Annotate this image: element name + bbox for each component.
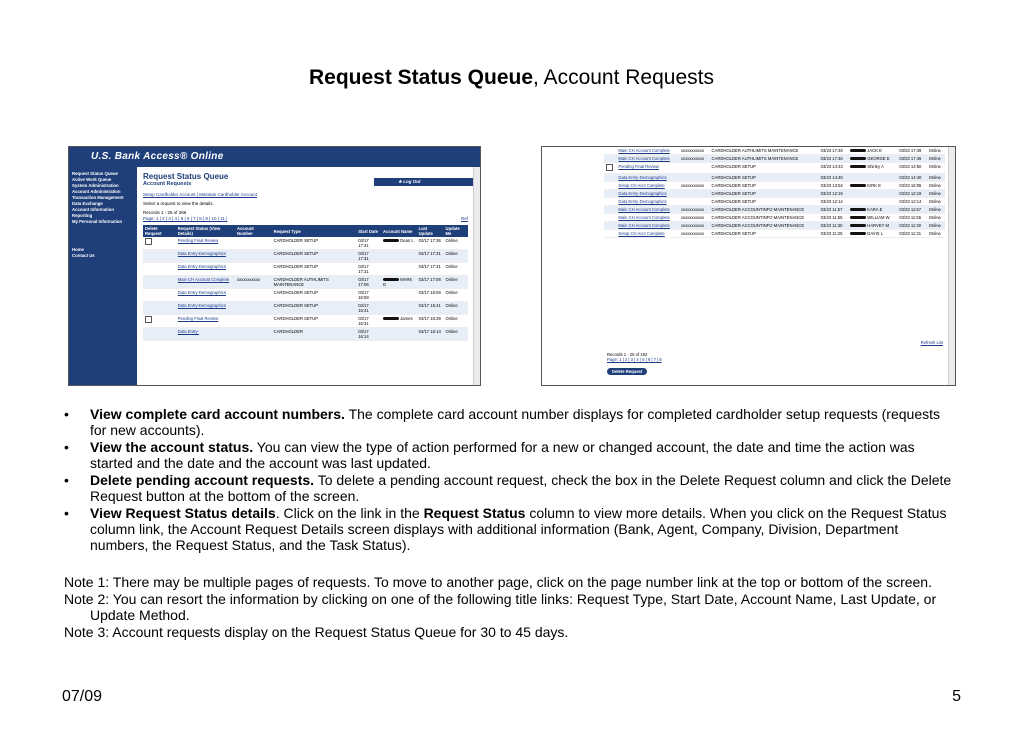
request-status-link[interactable]: Data Entry-Demographics bbox=[176, 263, 235, 276]
update-method: Online bbox=[444, 289, 468, 302]
request-type: CARDHOLDER SETUP bbox=[272, 237, 357, 250]
request-status-link[interactable]: Data Entry-Demographics bbox=[616, 174, 679, 182]
logout-label: Log Out bbox=[403, 179, 421, 184]
request-status-link[interactable]: Pending Final Review bbox=[176, 237, 235, 250]
request-type: CARDHOLDER SETUP bbox=[710, 198, 819, 206]
account-name: Shirley A bbox=[848, 163, 897, 174]
sidebar-item[interactable]: Account Information bbox=[72, 207, 115, 212]
account-number bbox=[679, 147, 710, 155]
sidebar-item[interactable]: Data Exchange bbox=[72, 201, 103, 206]
request-type: CARDHOLDER ACCOUNTINFO MAINTENANCE bbox=[710, 222, 819, 230]
account-number bbox=[235, 302, 272, 315]
delete-cell bbox=[604, 174, 616, 182]
masked-account: xxxxxxxxxxx bbox=[681, 183, 705, 188]
main-content bbox=[137, 167, 474, 385]
account-name: KARA E bbox=[848, 206, 897, 214]
masked-account: xxxxxxxxxxx bbox=[237, 277, 261, 282]
last-update: 03/23 12:14 bbox=[897, 198, 927, 206]
last-update: 03/23 14:40 bbox=[897, 174, 927, 182]
page-heading: Request Status Queue bbox=[143, 172, 229, 181]
request-type: CARDHOLDER SETUP bbox=[710, 182, 819, 190]
last-update: 03/23 11:57 bbox=[897, 206, 927, 214]
last-update: 03/17 16:59 bbox=[417, 289, 444, 302]
update-method: Online bbox=[444, 276, 468, 289]
table-row bbox=[604, 190, 945, 198]
column-header[interactable]: Update Me bbox=[444, 225, 468, 237]
page-number: 5 bbox=[952, 688, 961, 705]
last-update: 03/23 11:31 bbox=[897, 230, 927, 238]
account-name: DAVIS L bbox=[848, 230, 897, 238]
table-row bbox=[604, 147, 945, 155]
request-status-link[interactable]: Main CH Account Complete bbox=[616, 214, 679, 222]
pager bbox=[143, 216, 468, 222]
start-date: 03/17 16:41 bbox=[356, 302, 381, 315]
table-footer bbox=[607, 352, 662, 375]
account-number bbox=[235, 263, 272, 276]
records-count-bottom: Records 1 - 25 of 192 bbox=[607, 352, 648, 357]
update-method: Online bbox=[927, 174, 945, 182]
feature-bullets bbox=[62, 406, 952, 554]
account-number bbox=[235, 328, 272, 341]
sidebar-nav bbox=[69, 167, 137, 385]
setup-maintain-links[interactable]: Setup Cardholder Account | Maintain Cardholder Account bbox=[143, 192, 257, 197]
account-name bbox=[381, 289, 417, 302]
brand-header: U.S. Bank Access® Online bbox=[69, 147, 480, 167]
account-name bbox=[848, 174, 897, 182]
account-number bbox=[679, 190, 710, 198]
delete-cell bbox=[604, 182, 616, 190]
update-method: Online bbox=[927, 198, 945, 206]
last-update: 03/23 16:05 bbox=[897, 182, 927, 190]
delete-cell bbox=[143, 237, 176, 250]
start-date: 03/17 17:31 bbox=[356, 237, 381, 250]
request-status-link[interactable]: Data Entry-Demographics bbox=[616, 190, 679, 198]
account-number bbox=[679, 174, 710, 182]
delete-cell bbox=[604, 206, 616, 214]
request-status-link[interactable]: Pending Final Review bbox=[616, 163, 679, 174]
account-number bbox=[235, 315, 272, 328]
bullet-item bbox=[62, 439, 952, 471]
last-update: 03/23 17:46 bbox=[897, 155, 927, 163]
request-type: CARDHOLDER SETUP bbox=[272, 315, 357, 328]
table-row bbox=[143, 263, 468, 276]
start-date: 03/17 16:59 bbox=[356, 289, 381, 302]
account-name bbox=[381, 250, 417, 263]
column-header[interactable]: Start Date bbox=[356, 225, 381, 237]
redaction-mark bbox=[383, 278, 399, 281]
account-name: JACK E bbox=[848, 147, 897, 155]
records-count: Records 1 - 25 of 286 bbox=[143, 210, 187, 215]
account-name: MARK D bbox=[381, 276, 417, 289]
update-method: Online bbox=[927, 206, 945, 214]
title-rest: , Account Requests bbox=[533, 66, 714, 89]
last-update: 03/17 16:14 bbox=[417, 328, 444, 341]
last-update: 03/17 17:31 bbox=[417, 250, 444, 263]
update-method: Online bbox=[444, 237, 468, 250]
request-status-link[interactable]: Setup CH Acct Complete bbox=[616, 182, 679, 190]
table-row bbox=[604, 163, 945, 174]
start-date: 03/23 11:30 bbox=[819, 222, 849, 230]
column-header[interactable]: Account Number bbox=[235, 225, 272, 237]
sidebar-item[interactable]: System Administration bbox=[72, 183, 119, 188]
logout-button[interactable]: ★ Log Out bbox=[374, 178, 474, 186]
update-method: Online bbox=[444, 263, 468, 276]
request-status-link[interactable]: Data Entry-Demographics bbox=[176, 302, 235, 315]
account-name: KIRK E bbox=[848, 182, 897, 190]
start-date: 03/17 17:31 bbox=[356, 263, 381, 276]
last-update: 03/23 14:50 bbox=[897, 163, 927, 174]
sidebar-item[interactable]: Reporting bbox=[72, 213, 93, 218]
last-update: 03/23 11:55 bbox=[897, 214, 927, 222]
request-status-link[interactable]: Main CH Account Complete bbox=[616, 147, 679, 155]
last-update: 03/23 11:30 bbox=[897, 222, 927, 230]
account-number bbox=[679, 155, 710, 163]
request-type: CARDHOLDER AUTHLIMITS MAINTENANCE bbox=[272, 276, 357, 289]
delete-cell bbox=[604, 230, 616, 238]
start-date: 03/17 17:06 bbox=[356, 276, 381, 289]
update-method: Online bbox=[927, 163, 945, 174]
start-date: 03/23 12:14 bbox=[819, 198, 849, 206]
masked-account: xxxxxxxxxxx bbox=[681, 215, 705, 220]
scrollbar[interactable] bbox=[473, 167, 480, 385]
sidebar-item[interactable]: Transaction Management bbox=[72, 195, 124, 200]
account-name: Dean L bbox=[381, 237, 417, 250]
table-row bbox=[604, 206, 945, 214]
account-number bbox=[235, 276, 272, 289]
sidebar-item[interactable]: Contact Us bbox=[72, 253, 95, 258]
screenshot-request-queue-top bbox=[68, 146, 481, 386]
column-header[interactable]: Account Name bbox=[381, 225, 417, 237]
delete-cell bbox=[604, 190, 616, 198]
request-status-link[interactable]: Main CH Account Complete bbox=[616, 155, 679, 163]
account-number bbox=[679, 214, 710, 222]
bullet-item bbox=[62, 505, 952, 553]
update-method: Online bbox=[927, 147, 945, 155]
account-name: WILLIAM W bbox=[848, 214, 897, 222]
sidebar-item[interactable]: Account Administration bbox=[72, 189, 121, 194]
table-row bbox=[143, 315, 468, 328]
request-table bbox=[143, 225, 468, 341]
scrollbar-bottom[interactable] bbox=[948, 147, 955, 385]
delete-cell bbox=[604, 198, 616, 206]
delete-checkbox[interactable] bbox=[606, 164, 613, 171]
account-name bbox=[381, 302, 417, 315]
request-status-link[interactable]: Setup CH Acct Complete bbox=[616, 230, 679, 238]
account-number bbox=[679, 222, 710, 230]
refresh-link[interactable]: Ref bbox=[460, 216, 468, 221]
account-number bbox=[679, 206, 710, 214]
account-name: GEORGE E bbox=[848, 155, 897, 163]
page-subheading: Account Requests bbox=[143, 181, 192, 187]
slide-title bbox=[0, 66, 1023, 90]
column-header[interactable]: Request Status (View Details) bbox=[176, 225, 235, 237]
table-row bbox=[143, 328, 468, 341]
bullet-item bbox=[62, 472, 952, 504]
start-date: 03/23 17:49 bbox=[819, 147, 849, 155]
table-row bbox=[604, 214, 945, 222]
delete-request-button[interactable]: Delete Request bbox=[607, 368, 647, 375]
update-method: Online bbox=[444, 250, 468, 263]
request-status-link[interactable]: Data Entry- bbox=[176, 328, 235, 341]
bullet-inline-bold: Request Status bbox=[423, 505, 526, 521]
redaction-mark bbox=[850, 184, 866, 187]
update-method: Online bbox=[927, 214, 945, 222]
last-update: 03/17 17:31 bbox=[417, 263, 444, 276]
account-name bbox=[381, 263, 417, 276]
update-method: Online bbox=[927, 155, 945, 163]
masked-account: xxxxxxxxxxx bbox=[681, 231, 705, 236]
update-method: Online bbox=[444, 328, 468, 341]
last-update: 03/17 16:39 bbox=[417, 315, 444, 328]
delete-cell bbox=[604, 214, 616, 222]
account-number bbox=[235, 289, 272, 302]
table-row bbox=[604, 198, 945, 206]
redaction-mark bbox=[850, 208, 866, 211]
screenshot-request-queue-bottom bbox=[541, 146, 956, 386]
table-row bbox=[604, 230, 945, 238]
account-number bbox=[679, 230, 710, 238]
masked-account: xxxxxxxxxxx bbox=[681, 207, 705, 212]
start-date: 03/23 11:55 bbox=[819, 214, 849, 222]
request-type: CARDHOLDER ACCOUNTINFO MAINTENANCE bbox=[710, 206, 819, 214]
delete-cell bbox=[143, 250, 176, 263]
start-date: 03/23 13:54 bbox=[819, 182, 849, 190]
request-status-link[interactable]: Main CH Account Complete bbox=[176, 276, 235, 289]
account-name: HARVEY M bbox=[848, 222, 897, 230]
delete-checkbox[interactable] bbox=[145, 316, 152, 323]
request-type: CARDHOLDER AUTHLIMITS MAINTENANCE bbox=[710, 147, 819, 155]
request-type: CARDHOLDER SETUP bbox=[272, 302, 357, 315]
start-date: 03/23 11:57 bbox=[819, 206, 849, 214]
update-method: Online bbox=[927, 222, 945, 230]
request-type: CARDHOLDER SETUP bbox=[272, 250, 357, 263]
table-row bbox=[604, 222, 945, 230]
update-method: Online bbox=[444, 302, 468, 315]
request-type: CARDHOLDER SETUP bbox=[710, 190, 819, 198]
redaction-mark bbox=[850, 157, 866, 160]
sidebar-item[interactable]: My Personal Information bbox=[72, 219, 123, 224]
bullet-text: You can view the type of action performed for a new or changed account, the date and time the action was started and the date and the account was last updated. bbox=[90, 439, 915, 471]
request-status-link[interactable]: Main CH Account Complete bbox=[616, 206, 679, 214]
update-method: Online bbox=[927, 190, 945, 198]
start-date: 03/23 12:19 bbox=[819, 190, 849, 198]
update-method: Online bbox=[927, 230, 945, 238]
page-links[interactable]: Page: 1 | 2 | 3 | 4 | 5 | 6 | 7 | 8 | 9 | 10 | 11 | bbox=[143, 216, 228, 221]
page-links-bottom[interactable]: Page: 1 | 2 | 3 | 4 | 5 | 6 | 7 | 8 bbox=[607, 357, 662, 362]
title-bold: Request Status Queue bbox=[308, 66, 534, 89]
delete-cell bbox=[604, 147, 616, 155]
account-name bbox=[381, 328, 417, 341]
start-date: 03/17 17:31 bbox=[356, 250, 381, 263]
bullet-heading: View complete card account numbers. bbox=[90, 406, 345, 422]
bullet-item bbox=[62, 406, 952, 438]
last-update: 03/17 17:06 bbox=[417, 276, 444, 289]
masked-account: xxxxxxxxxxx bbox=[681, 148, 705, 153]
redaction-mark bbox=[850, 224, 866, 227]
last-update: 03/23 17:49 bbox=[897, 147, 927, 155]
bullet-text: . Click on the link in the bbox=[275, 505, 424, 521]
request-type: CARDHOLDER SETUP bbox=[272, 263, 357, 276]
account-number bbox=[679, 163, 710, 174]
redaction-mark bbox=[850, 232, 866, 235]
bullet-heading: View the account status. bbox=[90, 439, 254, 455]
update-method: Online bbox=[444, 315, 468, 328]
redaction-mark bbox=[850, 216, 866, 219]
delete-cell bbox=[143, 276, 176, 289]
request-type: CARDHOLDER SETUP bbox=[710, 163, 819, 174]
account-name bbox=[848, 190, 897, 198]
last-update: 03/17 16:41 bbox=[417, 302, 444, 315]
note-2: Note 2: You can resort the information by clicking on one of the following title links: Request Type, Start Date, Account Name, Last Update, or Update Method. bbox=[64, 591, 937, 623]
delete-cell bbox=[604, 155, 616, 163]
start-date: 03/23 11:25 bbox=[819, 230, 849, 238]
refresh-list-link[interactable]: Refresh List bbox=[920, 340, 943, 345]
table-row bbox=[143, 237, 468, 250]
last-update: 03/23 12:19 bbox=[897, 190, 927, 198]
column-header[interactable]: Request Type bbox=[272, 225, 357, 237]
start-date: 03/23 14:40 bbox=[819, 174, 849, 182]
sidebar-item[interactable]: Home bbox=[72, 247, 84, 252]
sidebar-item[interactable]: Active Work Queue bbox=[72, 177, 112, 182]
start-date: 03/17 16:14 bbox=[356, 328, 381, 341]
update-method: Online bbox=[927, 182, 945, 190]
redaction-mark bbox=[850, 165, 866, 168]
footer-date: 07/09 bbox=[62, 688, 103, 705]
bullet-text: column to view more details. When you click on the Request Status column link, the Account Request Details screen displays with additional information (Bank, Agent, Company, Division, Department numbers, the Request Status, and the Task Status). bbox=[90, 505, 947, 553]
delete-checkbox[interactable] bbox=[145, 238, 152, 245]
instructions: Select a request to view the details. bbox=[143, 201, 214, 206]
last-update: 03/17 17:36 bbox=[417, 237, 444, 250]
main-content-bottom bbox=[604, 147, 945, 385]
request-type: CARDHOLDER AUTHLIMITS MAINTENANCE bbox=[710, 155, 819, 163]
table-row bbox=[143, 250, 468, 263]
bullet-text: The complete card account number displays for completed cardholder setup requests (requests for new accounts). bbox=[90, 406, 940, 438]
note-1: Note 1: There may be multiple pages of requests. To move to another page, click on the page number link at the top or bottom of the screen. bbox=[64, 574, 932, 590]
sidebar-item[interactable]: Request Status Queue bbox=[72, 171, 118, 176]
table-row bbox=[143, 289, 468, 302]
start-date: 03/23 17:46 bbox=[819, 155, 849, 163]
delete-cell bbox=[604, 163, 616, 174]
redaction-mark bbox=[383, 239, 399, 242]
table-row bbox=[604, 155, 945, 163]
account-number bbox=[235, 250, 272, 263]
delete-cell bbox=[143, 302, 176, 315]
request-type: CARDHOLDER SETUP bbox=[710, 230, 819, 238]
bullet-heading: View Request Status details bbox=[90, 505, 276, 521]
start-date: 03/23 14:43 bbox=[819, 163, 849, 174]
table-row bbox=[604, 174, 945, 182]
account-number bbox=[679, 198, 710, 206]
table-row bbox=[143, 276, 468, 289]
request-status-link[interactable]: Data Entry-Demographics bbox=[176, 250, 235, 263]
column-header[interactable]: Last Update bbox=[417, 225, 444, 237]
delete-cell bbox=[604, 222, 616, 230]
notes bbox=[64, 574, 964, 641]
delete-cell bbox=[143, 328, 176, 341]
delete-cell bbox=[143, 263, 176, 276]
request-status-link[interactable]: Data Entry-Demographics bbox=[176, 289, 235, 302]
note-3: Note 3: Account requests display on the Request Status Queue for 30 to 45 days. bbox=[64, 624, 569, 640]
account-name bbox=[848, 198, 897, 206]
masked-account: xxxxxxxxxxx bbox=[681, 156, 705, 161]
account-name: James bbox=[381, 315, 417, 328]
column-header[interactable]: Delete Request bbox=[143, 225, 176, 237]
request-table-bottom bbox=[604, 147, 945, 238]
request-type: CARDHOLDER SETUP bbox=[710, 174, 819, 182]
request-type: CARDHOLDER ACCOUNTINFO MAINTENANCE bbox=[710, 214, 819, 222]
table-row bbox=[143, 302, 468, 315]
request-status-link[interactable]: Main CH Account Complete bbox=[616, 222, 679, 230]
redaction-mark bbox=[850, 149, 866, 152]
account-number bbox=[235, 237, 272, 250]
start-date: 03/17 16:31 bbox=[356, 315, 381, 328]
account-number bbox=[679, 182, 710, 190]
masked-account: xxxxxxxxxxx bbox=[681, 223, 705, 228]
bullet-text: To delete a pending account request, check the box in the Delete Request column and click the Delete Request button at the bottom of the screen. bbox=[90, 472, 952, 504]
request-status-link[interactable]: Data Entry-Demographics bbox=[616, 198, 679, 206]
request-status-link[interactable]: Pending Final Review bbox=[176, 315, 235, 328]
delete-cell bbox=[143, 289, 176, 302]
request-type: CARDHOLDER SETUP bbox=[272, 289, 357, 302]
bullet-heading: Delete pending account requests. bbox=[90, 472, 315, 488]
delete-cell bbox=[143, 315, 176, 328]
request-type: CARDHOLDER bbox=[272, 328, 357, 341]
redaction-mark bbox=[383, 317, 399, 320]
table-row bbox=[604, 182, 945, 190]
